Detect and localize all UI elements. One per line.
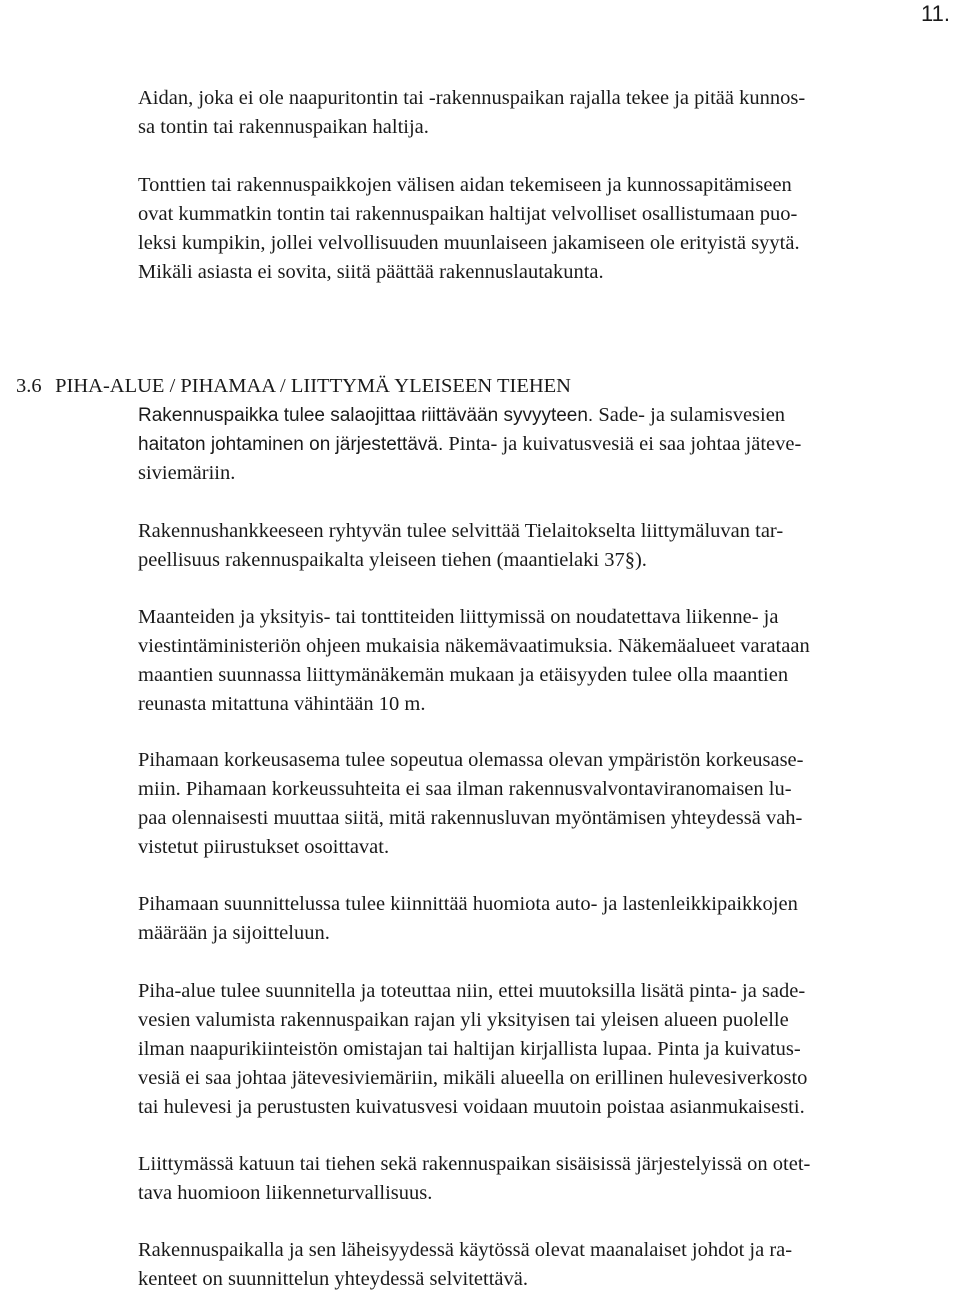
text-line: tai hulevesi ja perustusten kuivatusvesi voidaan muutoin poistaa asianmukaisesti. bbox=[138, 1096, 805, 1118]
text-line: vesiä ei saa johtaa jätevesiviemäriin, mikäli alueella on erillinen hulevesiverkosto bbox=[138, 1067, 808, 1089]
text-line: ilman naapurikiinteistön omistajan tai haltijan kirjallista lupaa. Pinta ja kuivatus- bbox=[138, 1038, 801, 1060]
section-number: 3.6 bbox=[16, 375, 42, 397]
text-line: vesien valumista rakennuspaikan rajan yli yksityisen tai yleisen alueen puolelle bbox=[138, 1009, 789, 1031]
text-line: vistetut piirustukset osoittavat. bbox=[138, 836, 390, 858]
text-line: Maanteiden ja yksityis- tai tonttiteiden liittymissä on noudatettava liikenne- ja bbox=[138, 606, 779, 628]
paragraph-sightlines bbox=[138, 603, 960, 719]
text-line bbox=[138, 401, 960, 430]
paragraph-traffic-safety bbox=[138, 1150, 960, 1208]
paragraph-connection-need bbox=[138, 517, 960, 575]
text-segment: haitaton johtaminen on järjestettävä. bbox=[138, 434, 444, 455]
paragraph-yard-planning bbox=[138, 890, 960, 948]
text-line: siviemäriin. bbox=[138, 462, 236, 484]
section-title: PIHA-ALUE / PIHAMAA / LIITTYMÄ YLEISEEN TIEHEN bbox=[55, 375, 571, 397]
text-line: Liittymässä katuun tai tiehen sekä rakennuspaikan sisäisissä järjestelyissä on otet- bbox=[138, 1153, 811, 1175]
paragraph-underground bbox=[138, 1236, 960, 1294]
text-line: ovat kummatkin tontin tai rakennuspaikan haltijat velvolliset osallistumaan puo- bbox=[138, 203, 798, 225]
text-line: Pihamaan suunnittelussa tulee kiinnittää huomiota auto- ja lastenleikkipaikkojen bbox=[138, 893, 798, 915]
text-line: tava huomioon liikenneturvallisuus. bbox=[138, 1182, 433, 1204]
text-line: määrään ja sijoitteluun. bbox=[138, 922, 330, 944]
paragraph-fence-shared bbox=[138, 171, 960, 287]
text-line: Tonttien tai rakennuspaikkojen välisen aidan tekemiseen ja kunnossapitämiseen bbox=[138, 174, 792, 196]
text-line: maantien suunnassa liittymänäkemän mukaan ja etäisyyden tulee olla maantien bbox=[138, 664, 789, 686]
text-line: leksi kumpikin, jollei velvollisuuden muunlaiseen jakamiseen ole erityistä syytä. bbox=[138, 232, 800, 254]
paragraph-drainage bbox=[138, 401, 960, 488]
text-line: Pihamaan korkeusasema tulee sopeutua olemassa olevan ympäristön korkeusase- bbox=[138, 749, 804, 771]
text-segment: Sade- ja sulamisvesien bbox=[598, 404, 786, 426]
section-heading bbox=[16, 372, 571, 401]
text-segment: Rakennuspaikka tulee salaojittaa riittävään syvyyteen. bbox=[138, 405, 594, 426]
paragraph-fence-maintenance bbox=[138, 84, 960, 142]
text-segment: Pinta- ja kuivatusvesiä ei saa johtaa jäteve- bbox=[448, 433, 802, 455]
text-line: sa tontin tai rakennuspaikan haltija. bbox=[138, 116, 429, 138]
text-line: Aidan, joka ei ole naapuritontin tai -rakennuspaikan rajalla tekee ja pitää kunnos- bbox=[138, 87, 806, 109]
paragraph-yard-level bbox=[138, 746, 960, 862]
text-line bbox=[138, 430, 960, 459]
text-line: Piha-alue tulee suunnitella ja toteuttaa niin, ettei muutoksilla lisätä pinta- ja sade- bbox=[138, 980, 806, 1002]
text-line: paa olennaisesti muuttaa siitä, mitä rakennusluvan myöntämisen yhteydessä vah- bbox=[138, 807, 803, 829]
text-line: Mikäli asiasta ei sovita, siitä päättää rakennuslautakunta. bbox=[138, 261, 604, 283]
text-line: Rakennuspaikalla ja sen läheisyydessä käytössä olevat maanalaiset johdot ja ra- bbox=[138, 1239, 793, 1261]
text-line: kenteet on suunnittelun yhteydessä selvitettävä. bbox=[138, 1268, 528, 1290]
text-line: miin. Pihamaan korkeussuhteita ei saa ilman rakennusvalvontaviranomaisen lu- bbox=[138, 778, 792, 800]
text-line: Rakennushankkeeseen ryhtyvän tulee selvittää Tielaitokselta liittymäluvan tar- bbox=[138, 520, 784, 542]
page-number: 11. bbox=[921, 1, 950, 26]
text-line: peellisuus rakennuspaikalta yleiseen tiehen (maantielaki 37§). bbox=[138, 549, 647, 571]
paragraph-yard-runoff bbox=[138, 977, 960, 1122]
text-line: reunasta mitattuna vähintään 10 m. bbox=[138, 693, 426, 715]
text-line: viestintäministeriön ohjeen mukaisia näkemävaatimuksia. Näkemäalueet varataan bbox=[138, 635, 810, 657]
